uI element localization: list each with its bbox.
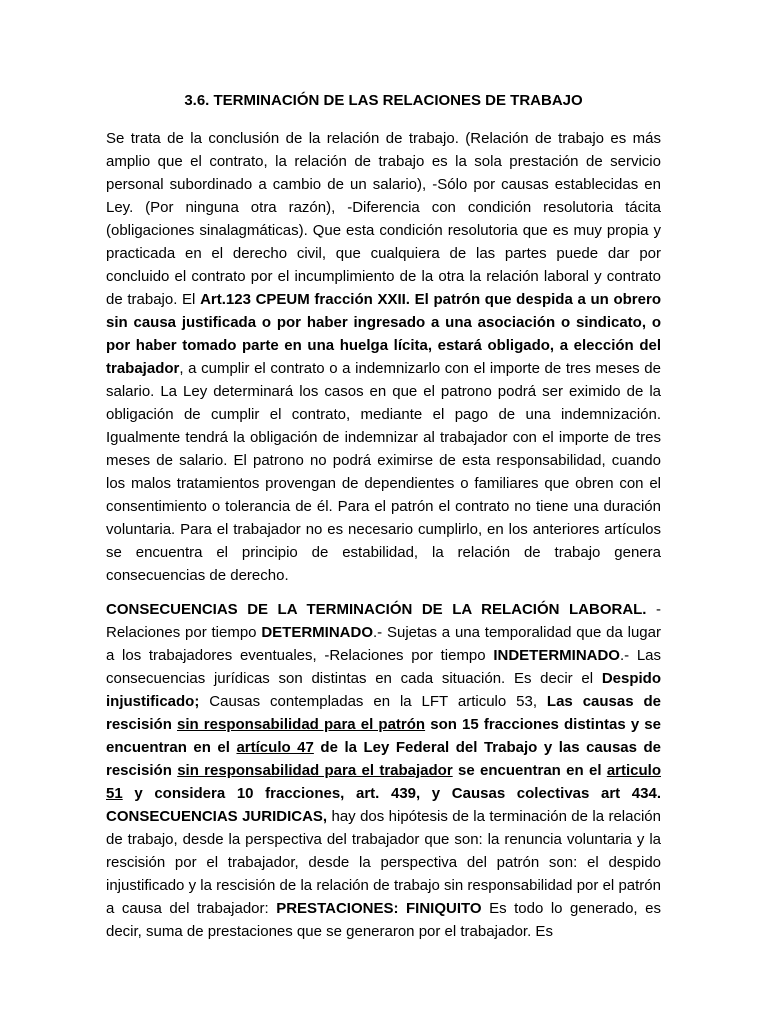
paragraph-definition [106, 127, 661, 587]
bold-run: Art.123 CPEUM fracción XXII. El patrón que despida a un obrero sin causa justificada o por haber ingresado a una asociación o sindicato, o por haber tomado parte en una huelga lícita, estará obligado, a elección del trabajador [106, 291, 661, 377]
bold-run: son 15 fracciones distintas y se encuentran en el [106, 716, 661, 756]
text-run: - Relaciones por tiempo [106, 601, 661, 641]
text-run: .- Las consecuencias jurídicas son distintas en cada situación. Es decir el [106, 647, 662, 687]
bold-run: INDETERMINADO [493, 647, 620, 664]
bold-underlined-run: artículo 47 [236, 739, 314, 756]
text-run: .- Sujetas a una temporalidad que da lugar a los trabajadores eventuales, -Relaciones por tiempo [106, 624, 661, 664]
text-run: , a cumplir el contrato o a indemnizarlo con el importe de tres meses de salario. La Ley determinará los casos en que el patrono podrá ser eximido de la obligación de cumplir el contrato, mediante el pago de una indemnización. Igualmente tendrá la obligación de indemnizar al trabajador con el importe de tres meses de salario. El patrono no podrá eximirse de esta responsabilidad, cuando los malos tratamientos provengan de dependientes o familiares que obren con el consentimiento o tolerancia de él. Para el patrón el contrato no tiene una duración voluntaria. Para el trabajador no es necesario cumplirlo, en los anteriores artículos se encuentra el principio de estabilidad, la relación de trabajo genera consecuencias de derecho. [106, 360, 661, 584]
bold-run: DETERMINADO [261, 624, 373, 641]
bold-run: Las causas de rescisión [106, 693, 661, 733]
section-heading: 3.6. TERMINACIÓN DE LAS RELACIONES DE TRABAJO [184, 92, 583, 109]
bold-run: PRESTACIONES: FINIQUITO [276, 900, 482, 917]
bold-underlined-run: sin responsabilidad para el trabajador [177, 762, 453, 779]
bold-run: de la Ley Federal del Trabajo y las causas de rescisión [106, 739, 662, 779]
bold-run: se encuentran en el [452, 762, 607, 779]
bold-underlined-run: articulo 51 [106, 762, 661, 802]
bold-run: y considera 10 fracciones, art. 439, y Causas colectivas art 434. CONSECUENCIAS JURIDICAS, [106, 785, 661, 825]
text-run: Se trata de la conclusión de la relación de trabajo. (Relación de trabajo es más amplio que el contrato, la relación de trabajo es la sola prestación de servicio personal subordinado a cambio de un salario), -Sólo por causas establecidas en Ley. (Por ninguna otra razón), -Diferencia con condición resolutoria tácita (obligaciones sinalagmáticas). Que esta condición resolutoria que es muy propia y practicada en el derecho civil, que cualquiera de las partes puede dar por concluido el contrato por el incumplimiento de la otra la relación laboral y contrato de trabajo. El [106, 130, 661, 308]
paragraph-consequences [106, 598, 661, 943]
text-run: Causas contempladas en la LFT articulo 53, [199, 693, 547, 710]
bold-run: CONSECUENCIAS DE LA TERMINACIÓN DE LA RELACIÓN LABORAL. [106, 601, 647, 618]
text-run: Es todo lo generado, es decir, suma de prestaciones que se generaron por el trabajador. Es [106, 900, 661, 940]
bold-underlined-run: sin responsabilidad para el patrón [177, 716, 426, 733]
text-run: hay dos hipótesis de la terminación de la relación de trabajo, desde la perspectiva del trabajador que son: la renuncia voluntaria y la rescisión por el trabajador, desde la perspectiva del patrón son: el despido injustificado y la rescisión de la relación de trabajo sin responsabilidad por el patrón a causa del trabajador: [106, 808, 661, 917]
bold-run: Despido injustificado; [106, 670, 661, 710]
